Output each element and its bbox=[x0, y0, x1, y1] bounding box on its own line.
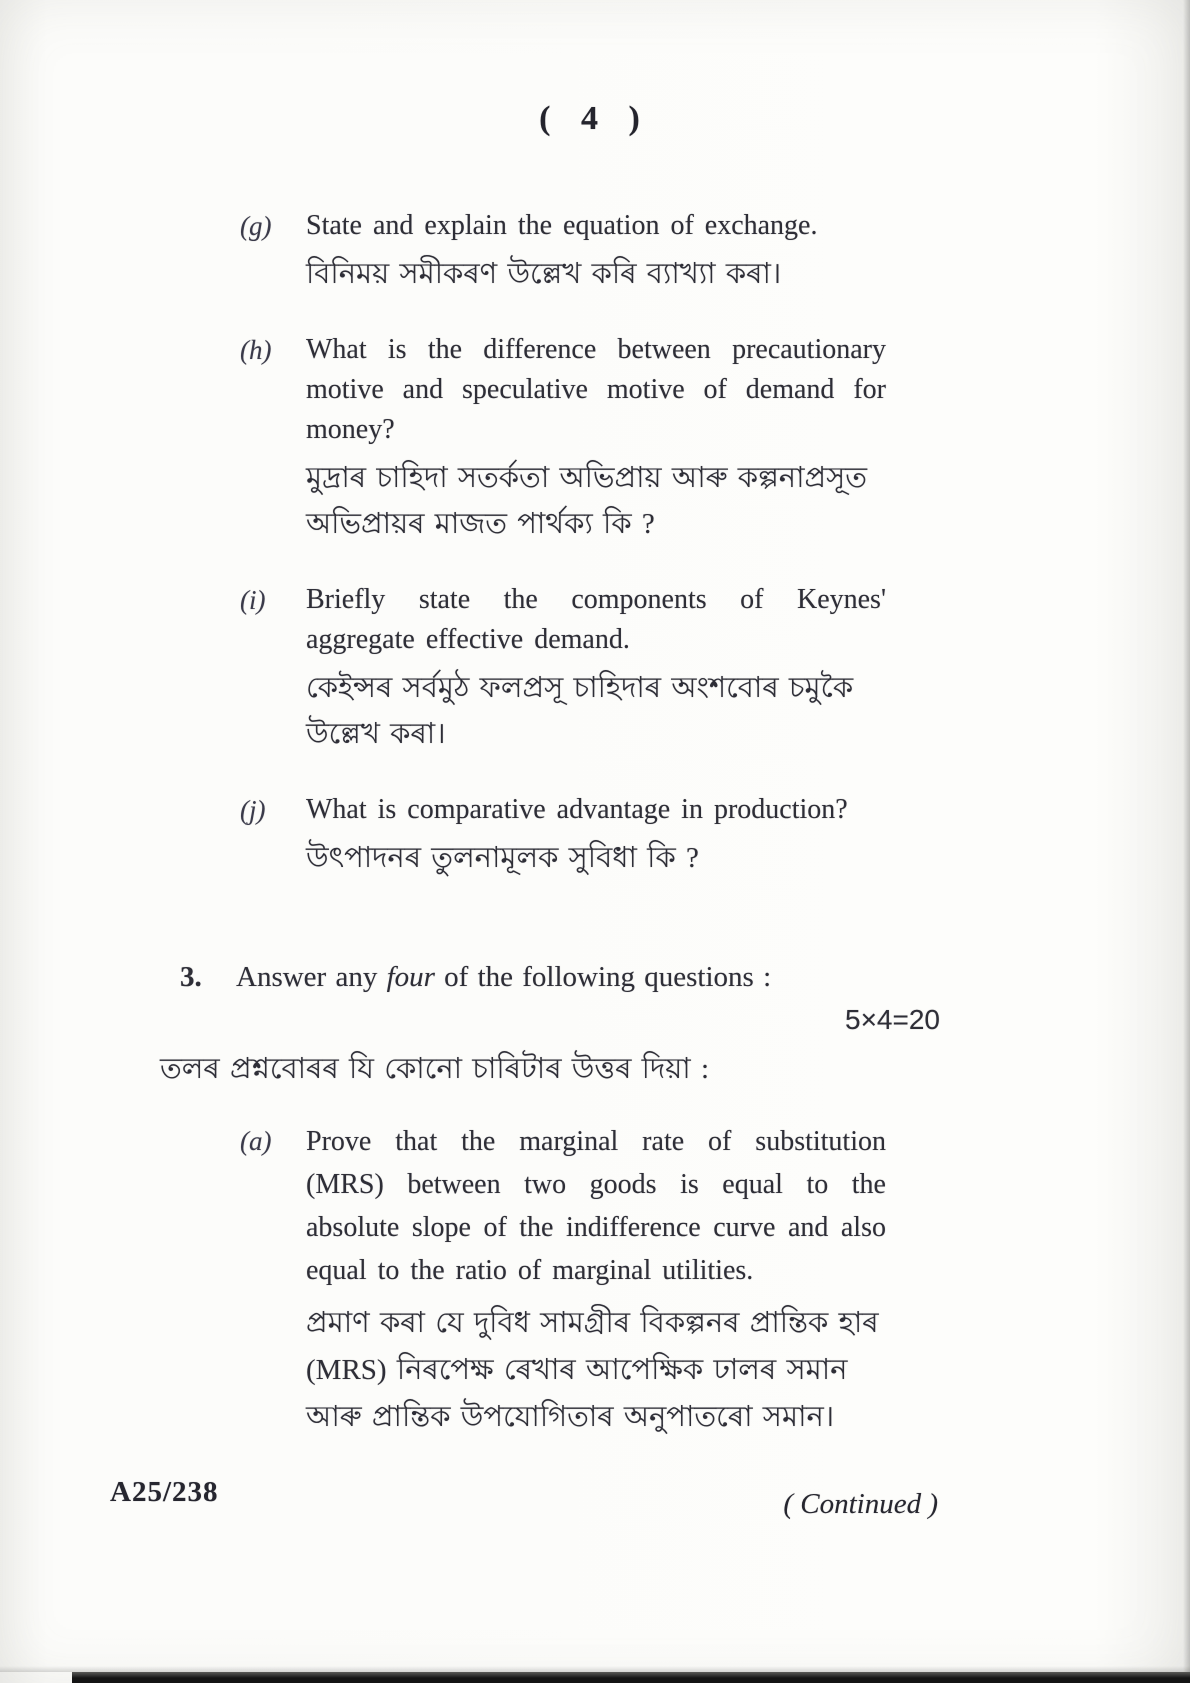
scan-artifact-bar bbox=[72, 1672, 1190, 1683]
question-h-english: What is the difference between precautionary motive and speculative motive of demand for money? bbox=[306, 334, 886, 445]
question-j-assamese: উৎপাদনৰ তুলনামূলক সুবিধা কি ? bbox=[306, 842, 699, 874]
section-3-instruction-assamese: তলৰ প্ৰশ্নবোৰৰ যি কোনো চাৰিটাৰ উত্তৰ দিয়া : bbox=[160, 1053, 710, 1085]
question-list bbox=[240, 206, 886, 914]
question-h-label: (h) bbox=[240, 335, 272, 365]
question-3a-body bbox=[306, 1120, 886, 1441]
continued-note: ( Continued ) bbox=[783, 1488, 938, 1520]
section-3-instruction bbox=[236, 956, 940, 998]
question-i-label: (i) bbox=[240, 585, 266, 615]
question-g-english: State and explain the equation of exchange. bbox=[306, 210, 818, 241]
section-3-marks: 5×4=20 bbox=[845, 1004, 940, 1035]
question-j-label: (j) bbox=[240, 795, 266, 825]
question-3a-english: Prove that the marginal rate of substitution (MRS) between two goods is equal to the absolute slope of the indifference curve and also equal to the ratio of marginal utilities. bbox=[306, 1126, 886, 1286]
question-g bbox=[240, 206, 886, 297]
question-g-assamese: বিনিময় সমীকৰণ উল্লেখ কৰি ব্যাখ্যা কৰা। bbox=[306, 258, 782, 290]
question-3a-label: (a) bbox=[240, 1126, 272, 1156]
question-3a-assamese: প্ৰমাণ কৰা যে দুবিধ সামগ্ৰীৰ বিকল্পনৰ প্ৰান্তিক হাৰ (MRS) নিৰপেক্ষ ৰেখাৰ আপেক্ষিক ঢালৰ সমান আৰু প্ৰান্তিক উপযোগিতাৰ অনুপাতৰো সমান। bbox=[306, 1307, 879, 1433]
section-3-number: 3. bbox=[180, 961, 202, 993]
question-h bbox=[240, 330, 886, 547]
page-number: ( 4 ) bbox=[539, 100, 651, 137]
scan-edge-shadow-right bbox=[1183, 0, 1190, 1683]
question-i-english: Briefly state the components of Keynes' aggregate effective demand. bbox=[306, 584, 886, 655]
question-3a bbox=[240, 1120, 886, 1441]
question-g-label: (g) bbox=[240, 211, 272, 241]
paper-code-number: 238 bbox=[172, 1476, 219, 1508]
page-footer bbox=[110, 1476, 938, 1521]
question-h-body bbox=[306, 330, 886, 547]
question-g-body bbox=[306, 206, 886, 297]
paper-code bbox=[110, 1476, 219, 1509]
section-3 bbox=[160, 956, 940, 1441]
question-i-body bbox=[306, 580, 886, 757]
section-3-heading bbox=[180, 956, 940, 998]
question-h-assamese: মুদ্ৰাৰ চাহিদা সতৰ্কতা অভিপ্ৰায় আৰু কল্পনাপ্ৰসূত অভিপ্ৰায়ৰ মাজত পাৰ্থক্য কি ? bbox=[306, 462, 868, 540]
question-i-assamese: কেইন্সৰ সৰ্বমুঠ ফলপ্ৰসূ চাহিদাৰ অংশবোৰ চমুকৈ উল্লেখ কৰা। bbox=[306, 672, 854, 750]
instruction-pre: Answer any bbox=[236, 961, 387, 993]
question-j bbox=[240, 790, 886, 881]
paper-code-prefix: A25/ bbox=[110, 1476, 172, 1508]
question-i bbox=[240, 580, 886, 757]
instruction-four-italic: four bbox=[386, 961, 435, 993]
question-j-english: What is comparative advantage in production? bbox=[306, 794, 848, 825]
question-j-body bbox=[306, 790, 886, 881]
instruction-post: of the following questions : bbox=[434, 961, 772, 993]
